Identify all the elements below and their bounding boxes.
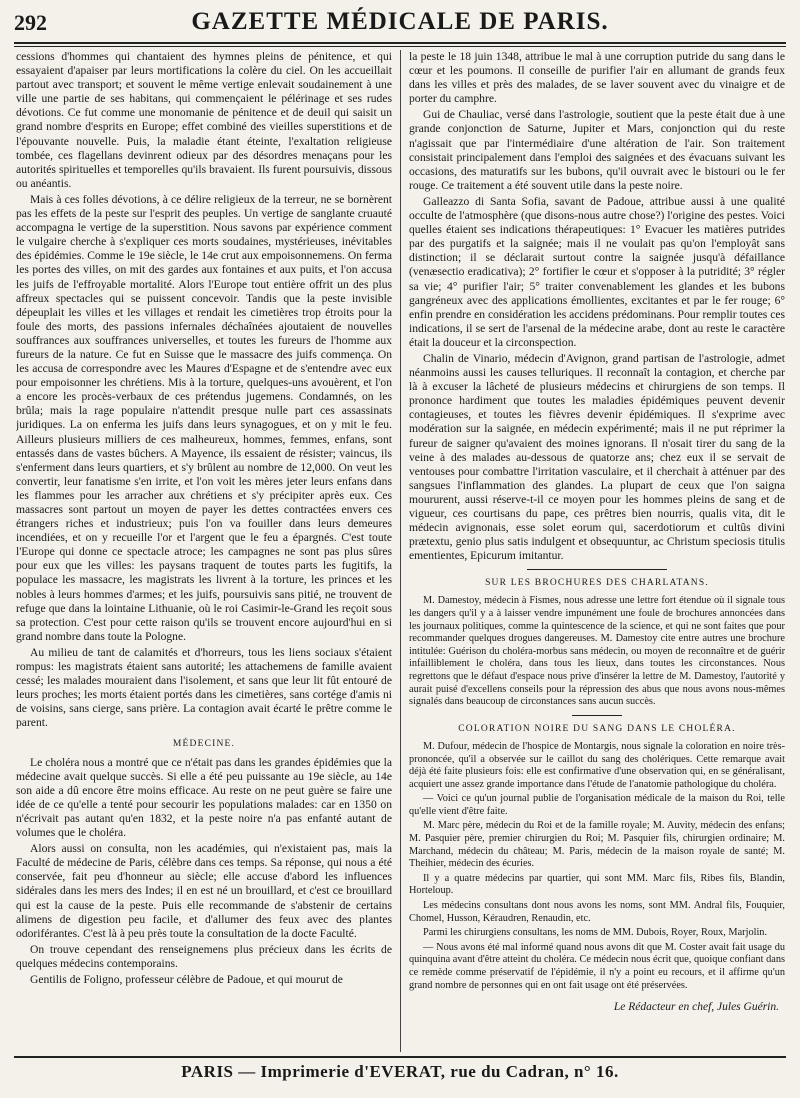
news-item: — Nous avons été mal informé quand nous avons dit que M. Coster avait fait usage du quinquina avant d'être atteint du choléra. Ce médecin nous écrit que, quoique confiant dans ce remède comme préservatif de l'épidémie, il n'y a point eu recours, et il affirme qu'un grand nombre de personnes qui en ont fait usage ont été préservées. xyxy=(409,941,785,991)
paragraph: M. Dufour, médecin de l'hospice de Montargis, nous signale la coloration en noire très-prononcée, qu'il a observée sur le caillot du sang des cholériques. Cette remarque avait déjà été faite plusieurs fois: elle est confirmative d'une observation qui, en se généralisant, acquiert une assez grande importance dans l'étude de l'anatomie pathologique du choléra. xyxy=(409,740,785,790)
page-header xyxy=(14,6,786,42)
paragraph: On trouve cependant des renseignemens plus précieux dans les écrits de quelques médecins contemporains. xyxy=(16,942,392,970)
column-divider xyxy=(400,50,401,1052)
header-rule xyxy=(14,42,786,44)
paragraph: Mais à ces folles dévotions, à ce délire religieux de la terreur, ne se bornèrent pas les effets de la peste sur l'esprit des peuples. Un vertige de sanglante cruauté accompagna le vertige de la superstition. Nous savons par expérience comment le vulgaire cherche à s'expliquer ces morts soudaines, mystérieuses, inévitables des épidémies. Comme le 19e siècle, le 14e crut aux empoisonnemens. On ferma les portes des villes, on mit des gardes aux fontaines et aux puits, et l'on accusa les juifs de l'effroyable mortalité. Alors l'Europe tout entière offrit un des plus affreux spectacles qui se puissent concevoir. Tandis que la peste invisible dépeuplait les villes et les villages et rendait les cimetières trop étroits pour la foule des morts, des passions infernales déchaînées ajoutaient de nouvelles souffrances aux souffrances universelles, et toutes les fureurs de l'homme aux fureurs de la nature. Ce fut en Suisse que le massacre des juifs commença. On les accusa de correspondre avec les Maures d'Espagne et de s'entendre avec eux pour empoisonner les chrétiens. Mis à la torture, quelques-uns avouèrent, et l'on a encore les procès-verbaux de ces prétendus jugemens. Condamnés, on les brûla; mais la rage populaire n'attendit presque nulle part ces assassinats juridiques. La on enferma les juifs dans leurs synagogues, et on y mit le feu. Ailleurs plusieurs milliers de ces malheureux, hommes, femmes, enfans, sont entassés dans de vastes bûchers. A Mayence, ils essaient de résister; vaincus, ils s'enferment dans leurs quartiers, et s'y brûlent au nombre de 12,000. On veut les convertir, leur fanatisme s'en irrite, et l'on voit les mères jeter leurs enfans dans les flammes pour les arracher aux chrétiens et s'y précipiter après eux. Ces massacres sont partout un moyen de payer les dettes contractées envers ces étrangers riches et industrieux; puis l'on va fouiller dans leurs demeures incendiées, et on y recueille l'or et l'argent que le feu a épargnés. C'est toute l'Europe qui donne ce spectacle atroce; les campagnes ne sont pas plus sûres pour eux que les villes: les paysans traquent de toutes parts les fugitifs, la populace les massacre, les magistrats les livrent à la torture, les princes et les nobles à leurs hommes d'armes; et les juifs, poursuivis sans pitié, ne trouvent de refuge que dans la lointaine Lithuanie, où le roi Casimir-le-Grand les reçoit sous sa protection. C'est pour cette raison qu'ils se trouvent encore aujourd'hui en si grand nombre dans toute la Pologne. xyxy=(16,192,392,643)
news-item: Parmi les chirurgiens consultans, les noms de MM. Dubois, Royer, Roux, Marjolin. xyxy=(423,927,768,939)
section-title-coloration: COLORATION NOIRE DU SANG DANS LE CHOLÉRA. xyxy=(458,723,736,734)
left-column xyxy=(16,50,392,1052)
paragraph: Galleazzo di Santa Sofia, savant de Padoue, attribue aussi à une qualité occulte de l'atmosphère (que disons-nous autre chose?) l'origine des pestes. Voici quelles étaient ses indications thérapeutiques: 1° Evacuer les matières putrides par des purgatifs et la saignée; mais il ne voulait pas qu'on l'employât sans distinction; il se déclarait surtout contre la saignée jusqu'à défaillance (venæsectio eradicativa); 2° fortifier le cœur et s'opposer à la putridité; 3° régler sa vie; 4° purifier l'air; 5° traiter convenablement les glandes et les bubons gangréneux avec des applications émollientes, excitantes et par le fer rouge; 6° enfin prendre en considération les accidens prédominans. Pour remplir toutes ces indications, il se sert de l'arsenal de la médecine arabe, dont au reste le caractère était la douceur et la circonspection. xyxy=(409,194,785,349)
paragraph: Chalin de Vinario, médecin d'Avignon, grand partisan de l'astrologie, admet néanmoins aussi les causes telluriques. Il reconnaît la contagion, et cherche par là à excuser la lâcheté de plusieurs médecins et chirurgiens de son temps. Il prononce hardiment que toutes les maladies épidémiques peuvent devenir contagieuses, et toutes les fièvres devenir épidémiques. Il s'exprime avec modération sur la saignée, en médecin expérimenté; mais il ne put réprimer la fureur de saigner qu'avaient des moines ignorans. Il n'osait tirer du sang de la veine à des malades au-dessous de quatorze ans; chez eux il se servait de ventouses pour combattre l'irritation vasculaire, et il cherchait à atténuer par des sangsues l'inflammation des glandes. La plupart de ceux que l'on saigna moururent, aussi réserve-t-il ce moyen pour les hommes pleins de sang et de vigueur, ces courtisans du pape, ces prêtres bien nourris, qualis vita, dit le médecin avignonais, esse solet eorum qui, sacerdotiorum et cultûs divini prætextu, genio plus satis indulgent et obsequuntur, ac Christum speciosis titulis ementientes, Epicurum imitantur. xyxy=(409,351,785,563)
paragraph: M. Damestoy, médecin à Fismes, nous adresse une lettre fort étendue où il signale tous les dangers qu'il y a à laisser vendre impunément une foule de brochures annoncées dans les journaux politiques, comme la quintescence de la science, et qui ne sont faites que pour recommander quelques drogues dangereuses. M. Damestoy cite entre autres une brochure intitulée: Guérison du choléra-morbus sans médecin, ou moyen de reconnaître et de guérir infailliblement le choléra, dans tous les lieux, dans toutes les circonstances. Nous regrettons que le défaut d'espace nous prive d'insérer la lettre de M. Damestoy, l'autorité y aurait puisé d'excellens conseils pour la répression des abus que nous avons nous-mêmes signalés dans beaucoup de circonstances sans aucun succès. xyxy=(409,595,785,708)
charlatans-section xyxy=(409,576,785,992)
news-item: — Voici ce qu'un journal publie de l'organisation médicale de la maison du Roi, telle qu'elle vient d'être faite. xyxy=(409,793,785,817)
header-rule-thin xyxy=(14,46,786,47)
section-title-medecine: MÉDECINE. xyxy=(172,738,236,749)
paragraph: la peste le 18 juin 1348, attribue le mal à une corruption putride du sang dans le cœur et les poumons. Il conseille de purifier l'air en allumant de grands feux dans les villes et près des malades, de se laver souvent avec du vinaigre et de porter du camphre. xyxy=(409,50,785,106)
footer-rule xyxy=(14,1056,786,1058)
paragraph: Gentilis de Foligno, professeur célèbre de Padoue, et qui mourut de xyxy=(30,973,343,986)
paragraph: Au milieu de tant de calamités et d'horreurs, tous les liens sociaux s'étaient rompus: les magistrats étaient sans autorité; les attachemens de famille avaient cessé; les malades mouraient dans l'isolement, et sans que leur lit fût entouré de leurs proches; les morts étaient portés dans les cimetières, sans cortége d'amis ni de voisins, sans cierge, sans prière. La contagion avait écarté le prêtre comme le parent. xyxy=(16,645,392,730)
right-column xyxy=(409,50,785,1052)
paragraph: Gui de Chauliac, versé dans l'astrologie, soutient que la peste était due à une grande conjonction de Saturne, Jupiter et Mars, conjonction qui du reste n'agissait que par l'intermédiaire d'une altération de l'air. Son traitement consistait principalement dans l'emploi des saignées et des évacuans suivant les occasions, des maturatifs sur les bubons, qu'il ouvrait avec le bistouri ou le fer rouge. Ce traitement a été souvent utile dans la peste noire. xyxy=(409,108,785,192)
paragraph: Alors aussi on consulta, non les académies, qui n'existaient pas, mais la Faculté de médecine de Paris, célèbre dans ces temps. Sa réponse, qui nous a été conservée, fait peu d'honneur au siècle; elle accuse d'abord les influences sidérales dans les mers des Indes; il en est né un brouillard, et c'est ce brouillard qui est la cause de la peste. Puis elle recommande de s'abstenir de certains alimens de digestion peu facile, et d'allumer des feux avec des plantes odoriférantes. C'est là à peu près toute la consultation de la docte Faculté. xyxy=(16,842,392,940)
editor-signature: Le Rédacteur en chef, Jules Guérin. xyxy=(613,1001,779,1014)
journal-title: GAZETTE MÉDICALE DE PARIS. xyxy=(191,8,609,35)
section-separator xyxy=(572,715,622,716)
page-number: 292 xyxy=(14,10,47,35)
news-item: Il y a quatre médecins par quartier, qui sont MM. Marc fils, Ribes fils, Blandin, Horteloup. xyxy=(409,872,785,897)
paragraph: Le choléra nous a montré que ce n'était pas dans les grandes épidémies que la médecine avait quelque succès. Si elle a été peu puissante au 19e siècle, au 14e son aide a dû encore être moins efficace. Au reste on ne peut guère se faire une idée de ce qu'elle a tenté pour secourir les populations malades: car en 1350 on n'écrivait pas autant qu'en 1832, et la peste noire n'a pas enfanté autant de volumes que le choléra. xyxy=(16,755,392,840)
news-item: Les médecins consultans dont nous avons les noms, sont MM. Andral fils, Fouquier, Chomel, Husson, Kéraudren, Renaudin, etc. xyxy=(409,900,785,924)
section-title-charlatans: SUR LES BROCHURES DES CHARLATANS. xyxy=(485,578,709,589)
printer-imprint: PARIS — Imprimerie d'EVERAT, rue du Cadran, n° 16. xyxy=(181,1062,619,1081)
paragraph: cessions d'hommes qui chantaient des hymnes pleins de pénitence, et qui essayaient d'apaiser par leurs mortifications la colère du ciel. On les accueillait partout avec transport; et souvent le même vertige enlevait soudainement à une ville une partie de ses habitans, qui commençaient le pélérinage et ses rudes dévotions. Ce fut comme une monomanie de pénitence et de deuil qui saisit un grand nombre d'esprits en Europe; effet combiné des vieilles superstitions et de l'épouvante nouvelle. Puis, la maladie étant éteinte, l'exaltation religieuse tombée, ces flagellans devinrent odieux par des désordres menaçans pour les autorités spirituelles et temporelles qu'ils bravaient. Ils furent poursuivis, dissous ou anéantis. xyxy=(16,50,392,190)
news-item: M. Marc père, médecin du Roi et de la famille royale; M. Auvity, médecin des enfans; M. Pasquier père, premier chirurgien du Roi; M. Pasquier fils, chirurgien ordinaire; M. Marchand, médecin du château; M. Paris, médecin de la maison royale de santé; M. Theihier, médecin des écuries. xyxy=(409,820,785,870)
section-separator xyxy=(527,569,667,570)
